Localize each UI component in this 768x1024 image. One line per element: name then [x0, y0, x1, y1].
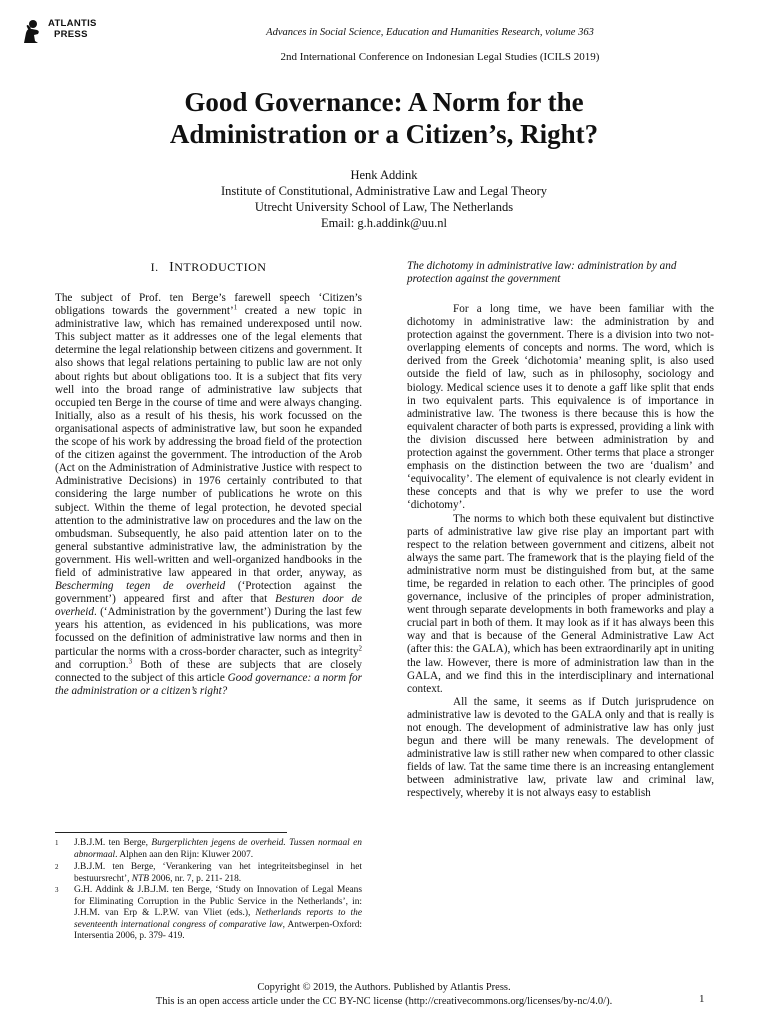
license-notice: This is an open access article under the CC BY-NC license (http://creativecommons.org/licenses/by-nc/4.0/).	[155, 996, 613, 1007]
author-email: Email: g.h.addink@uu.nl	[320, 216, 448, 230]
section-title-rest: NTRODUCTION	[174, 260, 267, 274]
section-title-initial: I	[169, 260, 175, 275]
section-heading	[55, 260, 362, 276]
author-affiliation-1: Institute of Constitutional, Administrative Law and Legal Theory	[220, 184, 548, 198]
right-column-body	[407, 303, 714, 801]
footnote-3: 3 G.H. Addink & J.B.J.M. ten Berge, ‘Study on Innovation of Legal Means for Eliminating Corruption in the Public Service in the Netherlands’, in: J.H.M. van Erp & L.P.W. van Vliet (eds.), Netherlands reports to the seventeenth international congress of comparative law, Antwerpen-Oxford: Intersentia 2006, p. 379- 419.	[55, 885, 362, 942]
footnote-divider	[55, 832, 287, 833]
footnote-ref-1[interactable]: 1	[233, 303, 238, 312]
author-block	[100, 167, 668, 231]
footnote-ref-3[interactable]: 3	[128, 656, 133, 665]
conference-header: 2nd International Conference on Indonesian Legal Studies (ICILS 2019)	[280, 51, 600, 63]
title-line-2: Administration or a Citizen’s, Right?	[169, 119, 599, 149]
publisher-logo	[18, 15, 108, 51]
dichotomy-paragraph-3: All the same, it seems as if Dutch jurisprudence on administrative law is devoted to the GALA only and that is really is not enough. The development of administrative law has only just begun and there will be many renewals. The development of administrative law is still rather new when compared to other classic fields of law. Tat the same time there is an increasing entanglement between administrative law, private law and criminal law, respectively, whereby it is not always easy to establish	[407, 695, 714, 800]
dichotomy-paragraph-1: For a long time, we have been familiar with the dichotomy in administrative law: the administration by and protection against the government. There is a division into two not-overlapping elements of concepts and norms. The word, which is derived from the Greek ‘dichotomia’ meaning split, is also used outside the field of law, such as in philosophy, sociology and biology. Medical science uses it to denote a gaff like split that ends in two equivalent parts. This equivalence is of importance in administrative law. The twoness is there because this is how the equivalent character of both parts is expressed, providing a link with the division discussed here between administration by and protection against the government. Other terms that place a stronger emphasis on the distinction between the two are ‘dualism’ and ‘equivocality’. The element of equivalence is not clearly evident in these concepts and that is why we prefer to use the word ‘dichotomy’.	[407, 303, 714, 512]
page-number: 1	[699, 993, 705, 1005]
subsection-heading: The dichotomy in administrative law: administration by and protection against the government	[407, 260, 677, 286]
footnote-2: 2 J.B.J.M. ten Berge, ‘Verankering van het integriteitsbeginsel in het bestuursrecht’, NTB 2006, nr. 7, p. 211- 218.	[55, 862, 362, 884]
thinker-silhouette-icon	[18, 19, 44, 45]
footnote-1: 1 J.B.J.M. ten Berge, Burgerplichten jegens de overheid. Tussen normaal en abnormaal. Alphen aan den Rijn: Kluwer 2007.	[55, 838, 362, 860]
paper-title	[100, 86, 668, 150]
title-line-1: Good Governance: A Norm for the	[184, 87, 584, 117]
author-name: Henk Addink	[350, 168, 418, 182]
publisher-name-line1: ATLANTIS	[48, 18, 97, 29]
section-number: I.	[150, 260, 159, 274]
series-header: Advances in Social Science, Education and Humanities Research, volume 363	[266, 27, 594, 38]
author-affiliation-2: Utrecht University School of Law, The Netherlands	[254, 200, 514, 214]
intro-paragraph: The subject of Prof. ten Berge’s farewell speech ‘Citizen’s obligations towards the government’$^1$ created a new topic in administrative law, which has remained underexposed until now. This subject matter as it addresses one of the legal elements that determine the legal relationship between citizens and government. It also shows that legal relations pertaining to public law are not only about rights but about obligations too. It is a subject that fits very well into the broad range of administrative law subjects that occupied ten Berge in the course of time and were always changing. Initially, also as a result of his thesis, his work focussed on the organisational aspects of administrative law, but soon he expanded the scope of his work by addressing the broad field of the protection of the citizen against the government. The introduction of the Arob (Act on the Administration of Administrative Justice with respect to Administrative Decisions) in 1976 certainly contributed to that considering the large number of publications he wrote on this subject. Within the theme of legal protection, he devoted special attention to the administrative law on procedures and the law on the ombudsman. Subsequently, he also paid attention later on to the general substantive administrative law, the administration by the government. His well-written and well-organized handbooks in the field of administrative law appeared in that order, anyway, as Bescherming tegen de overheid (‘Protection against the government’) appeared first and after that Besturen door de overheid. (‘Administration by the government’) During the last few years his attention, as evidenced in his publications, was more focussed on the definition of administrative law norms and then in particular the norms with a cross-border character, such as integrity$^2$ and corruption.$^3$ Both of these are subjects that are closely connected to the subject of this article Good governance: a norm for the administration or a citizen’s right?	[55, 292, 362, 697]
publisher-name-line2: PRESS	[54, 29, 88, 40]
footnote-ref-2[interactable]: 2	[358, 643, 362, 652]
dichotomy-paragraph-2: The norms to which both these equivalent but distinctive parts of administrative law give rise play an important part with respect to the relation between government and citizens, albeit not always the same part. The framework that is the playing field of the administrative norm must be distinguished from but, at the same time, be regarded in relation to each other. The principles of good governance, inclusive of the principles of proper administration, went through separate developments in both frameworks and play a crucial part in both of them. It may look as if it has always been this way and that is because of the General Administrative Law Act (after this: the GALA), which has been extraordinarily apt in uniting the law. However, there is more of administration law than in the GALA, and we find this in the interdisciplinary and international context.	[407, 512, 714, 695]
copyright-notice: Copyright © 2019, the Authors. Published by Atlantis Press.	[257, 982, 511, 993]
